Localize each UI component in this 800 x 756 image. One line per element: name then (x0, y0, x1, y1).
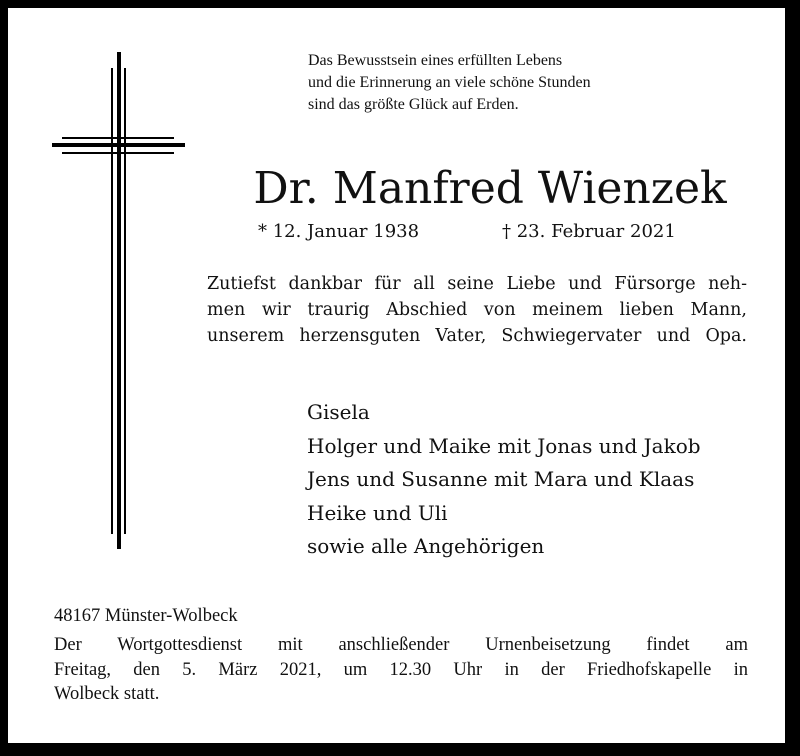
service-line: Freitag, den 5. März 2021, um 12.30 Uhr in der Friedhofskapelle in (54, 659, 748, 680)
motto-line: sind das größte Glück auf Erden. (308, 96, 519, 113)
service-info (54, 633, 748, 707)
mourner: Gisela (307, 400, 370, 424)
address: 48167 Münster-Wolbeck (54, 606, 238, 626)
mourners-list (307, 396, 701, 564)
death-date: † 23. Februar 2021 (502, 221, 676, 242)
gratitude-line: men wir traurig Abschied von meinem lieben Mann, (207, 300, 747, 320)
mourner: sowie alle Angehörigen (307, 534, 545, 558)
mourner: Jens und Susanne mit Mara und Klaas (307, 467, 695, 491)
service-line: Wolbeck statt. (54, 684, 160, 704)
gratitude-text (207, 271, 747, 349)
deceased-name: Dr. Manfred Wienzek (253, 163, 727, 214)
mourner: Holger und Maike mit Jonas und Jakob (307, 433, 701, 458)
mourner: Heike und Uli (307, 500, 448, 525)
gratitude-line: Zutiefst dankbar für all seine Liebe und Fürsorge neh- (207, 274, 747, 294)
gratitude-line: unserem herzensguten Vater, Schwiegervater und Opa. (207, 326, 747, 346)
motto-line: Das Bewusstsein eines erfüllten Lebens (308, 52, 563, 69)
birth-date: * 12. Januar 1938 (258, 221, 420, 242)
motto-line: und die Erinnerung an viele schöne Stunden (308, 74, 591, 91)
service-line: Der Wortgottesdienst mit anschließender Urnenbeisetzung findet am (54, 635, 748, 655)
motto-quote (308, 50, 591, 116)
